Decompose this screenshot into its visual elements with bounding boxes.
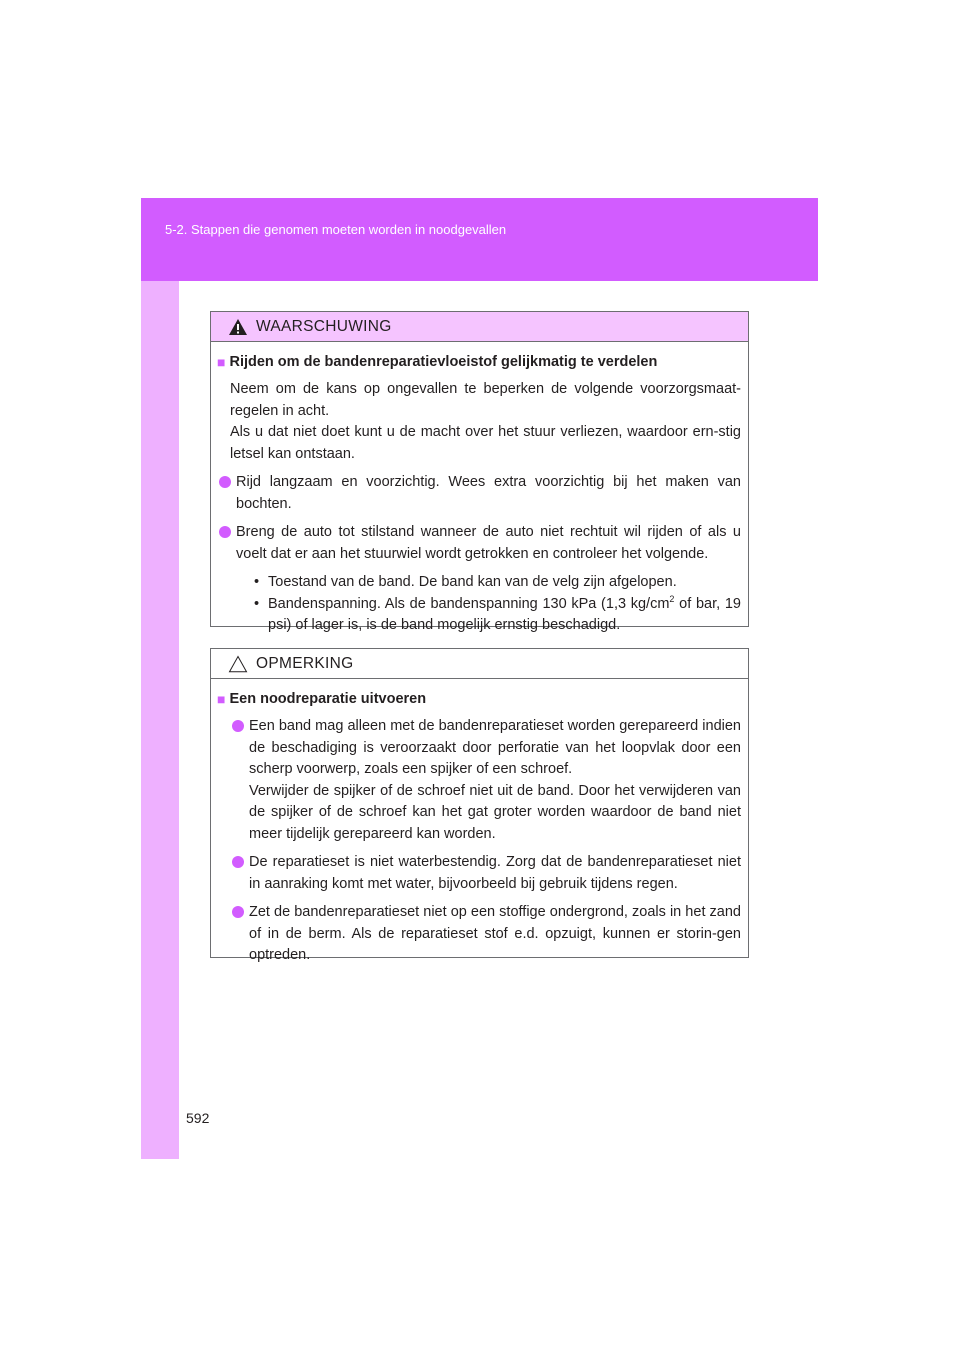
square-bullet-icon: ■	[217, 691, 226, 707]
note-bullet-3-text: Zet de bandenreparatieset niet op een stoffige ondergrond, zoals in het zand of in de berm. Als de reparatieset stof e.d. opzuigt, kunnen er storin-gen optreden.	[249, 904, 741, 963]
caution-triangle-icon	[228, 655, 248, 673]
warning-sub-item-1	[254, 572, 741, 594]
circle-bullet-icon	[219, 526, 231, 538]
page-number: 592	[186, 1110, 210, 1126]
note-box	[210, 648, 749, 963]
side-strip	[141, 198, 179, 1159]
warning-body	[211, 342, 748, 637]
warning-sub-item-1-text: Toestand van de band. De band kan van de velg zijn afgelopen.	[268, 574, 677, 590]
warning-title: WAARSCHUWING	[256, 317, 392, 335]
sub-item-2-superscript: 2	[669, 593, 675, 604]
note-title: OPMERKING	[256, 654, 354, 672]
circle-bullet-icon	[219, 476, 231, 488]
sub-item-2-part-2: of bar, 19 psi) of lager is, is de band mogelijk ernstig beschadigd.	[268, 595, 741, 633]
note-bullet-1-continuation: Verwijder de spijker of de schroef niet uit de band. Door het verwijderen van de spijker of de schroef kan het gat groter worden waardoor de band niet meer tijdelijk gerepareerd kan worden.	[249, 782, 741, 842]
note-bullet-3	[232, 902, 741, 967]
warning-triangle-icon	[228, 318, 248, 336]
note-bullet-1-text: Een band mag alleen met de bandenreparatieset worden gerepareerd indien de beschadiging is veroorzaakt door perforatie van het loopvlak door een scherp voorwerp, zoals een spijker of een schroef.	[249, 718, 741, 777]
warning-heading-text: Rijden om de bandenreparatievloeistof gelijkmatig te verdelen	[229, 354, 658, 370]
section-header-band	[141, 198, 818, 281]
section-title: 5-2. Stappen die genomen moeten worden in noodgevallen	[165, 222, 507, 237]
warning-bullet-1	[219, 472, 741, 515]
warning-paragraph-2: Als u dat niet doet kunt u de macht over het stuur verliezen, waardoor ern-stig letsel kan ontstaan.	[230, 424, 741, 462]
circle-bullet-icon	[232, 856, 244, 868]
note-body	[211, 679, 748, 967]
note-bullet-2	[232, 852, 741, 895]
note-heading-text: Een noodreparatie uitvoeren	[229, 691, 427, 707]
note-heading	[217, 689, 741, 710]
warning-paragraph-1: Neem om de kans op ongevallen te beperken de volgende voorzorgsmaat-regelen in acht.	[230, 381, 741, 419]
circle-bullet-icon	[232, 906, 244, 918]
warning-bullet-2-text: Breng de auto tot stilstand wanneer de auto niet rechtuit wil rijden of als u voelt dat er aan het stuurwiel wordt getrokken en controleer het volgende.	[236, 524, 741, 562]
note-bullet-1	[232, 716, 741, 845]
warning-bullet-1-text: Rijd langzaam en voorzichtig. Wees extra voorzichtig bij het maken van bochten.	[236, 474, 741, 512]
note-box-header	[211, 649, 748, 679]
dot-bullet-icon: •	[254, 595, 260, 612]
warning-sub-item-2	[254, 594, 741, 637]
warning-heading	[217, 352, 741, 373]
sub-item-2-part-1: Bandenspanning. Als de bandenspanning 130 kPa (1,3 kg/cm	[268, 595, 670, 612]
warning-bullet-2	[219, 522, 741, 565]
circle-bullet-icon	[232, 720, 244, 732]
warning-box	[210, 311, 749, 633]
warning-box-header	[211, 312, 748, 342]
dot-bullet-icon: •	[254, 574, 260, 590]
note-bullet-2-text: De reparatieset is niet waterbestendig. Zorg dat de bandenreparatieset niet in aanraking komt met water, bijvoorbeeld bij gebruik tijdens regen.	[249, 854, 741, 892]
warning-sub-item-2-text	[268, 594, 741, 637]
square-bullet-icon: ■	[217, 354, 226, 370]
